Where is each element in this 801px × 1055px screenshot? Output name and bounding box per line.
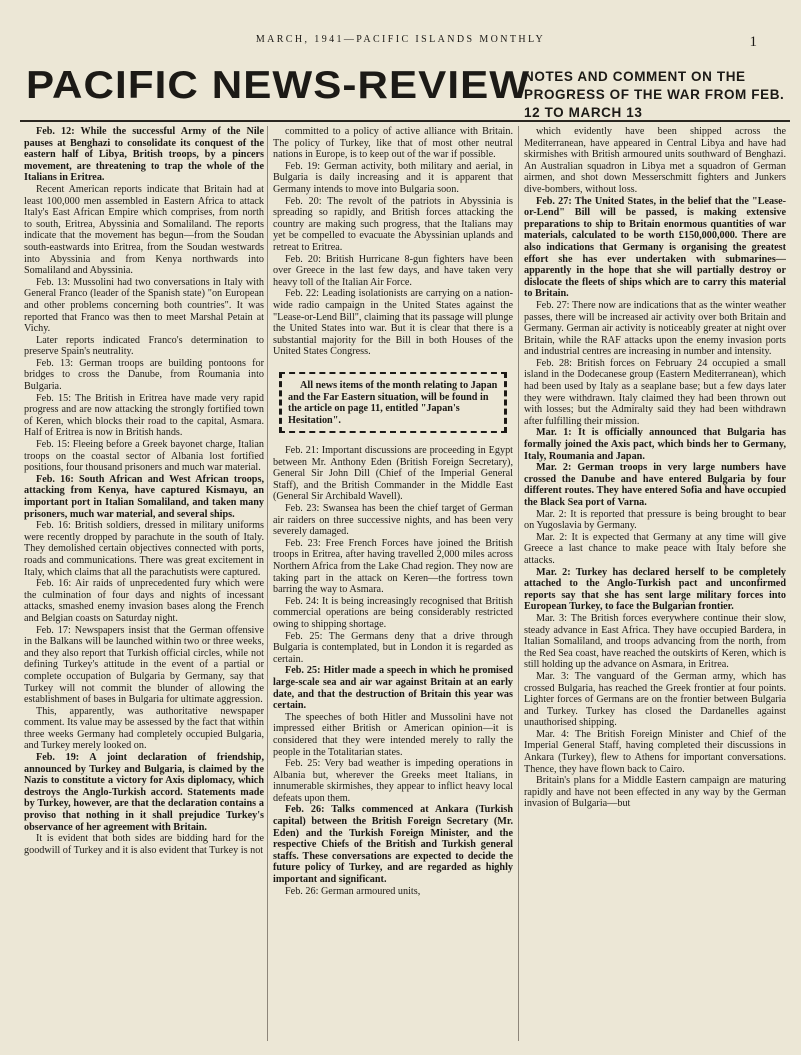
paragraph-bold-text: Mar. 2: Turkey has declared herself to be completely attached to the Anglo-Turkish pact and unconfirmed reports say that she has sent large military forces into European Turkey, to face the Bulgarian frontier. [524, 566, 786, 613]
paragraph [24, 335, 264, 358]
paragraph [273, 538, 513, 596]
paragraph [273, 631, 513, 666]
paragraph [273, 804, 513, 885]
paragraph-text: This, apparently, was authoritative newspaper comment. Its value may be assessed by the fact that within three weeks Germany had completely occupied Bulgaria, and Turkey merely looked on. [24, 705, 264, 752]
paragraph [273, 886, 513, 898]
paragraph-text: Mar. 4: The British Foreign Minister and Chief of the Imperial General Staff, having completed their discussions in Ankara (Turkey), flew to Athens for important conversations. Thence, they have flown back to Cairo. [524, 728, 786, 775]
paragraph [24, 625, 264, 706]
paragraph [24, 439, 264, 474]
paragraph-bold-text: Mar. 2: German troops in very large numbers have crossed the Danube and have entered Bulgaria by four different routes. They have entered Sofia and have occupied the Black Sea port of Varna. [524, 462, 786, 508]
paragraph [24, 752, 264, 833]
column-2-top [273, 126, 513, 358]
paragraph-text: Feb. 15: Fleeing before a Greek bayonet charge, Italian troops on the coastal sector of Albania lost fortified positions, four thousand prisoners and much war material. [24, 439, 264, 474]
paragraph-text: Mar. 3: The British forces everywhere continue their slow, steady advance in East Africa. They have occupied Bardera, in Italian Somaliland, and troops advancing from the north, from the Red Sea coast, have reached the outskirts of Keren, which is still holding up the advance on Asmara, in Eritrea. [524, 612, 786, 671]
paragraph-bold-text: Feb. 19: A joint declaration of friendship, announced by Turkey and Bulgaria, is claimed by the Nazis to constitute a victory for Axis diplomacy, which destroys the Anglo-Turkish accord. Statements made by Turkey, however, are that the declaration contains a proviso that nothing in it shall prejudice Turkey's observance of her agreement with Britain. [24, 752, 264, 833]
column-3 [524, 126, 786, 1044]
header-rule [20, 120, 790, 122]
paragraph-bold-text: Feb. 16: South African and West African troops, attacking from Kenya, have captured Kismayu, an important port in Italian Somaliland, and taken many prisoners, much war material, and several ships. [24, 473, 264, 520]
paragraph-text: Later reports indicated Franco's determination to preserve Spain's neutrality. [24, 334, 264, 358]
paragraph-text: Feb. 20: British Hurricane 8-gun fighters have been over Greece in the last few days, and have taken very heavy toll of the Italian Air Force. [273, 253, 513, 288]
paragraph-text: Feb. 26: German armoured units, [285, 885, 421, 897]
paragraph [524, 300, 786, 358]
paragraph [273, 758, 513, 804]
page-subtitle: NOTES AND COMMENT ON THE PROGRESS OF THE WAR FROM FEB. 12 TO MARCH 13 [524, 69, 785, 120]
paragraph [524, 462, 786, 508]
paragraph-text: Feb. 24: It is being increasingly recognised that British commercial operations are being considerably restricted owing to shipping shortage. [273, 595, 513, 630]
paragraph [524, 509, 786, 532]
paragraph [524, 613, 786, 671]
column-divider [518, 126, 519, 1041]
paragraph [524, 532, 786, 567]
paragraph-text: Feb. 16: Air raids of unprecedented fury which were the culmination of four days and nights of incessant attacks, smashed enemy invasion bases along the French and Belgian coasts on Saturday night. [24, 578, 264, 624]
paragraph [24, 520, 264, 578]
paragraph [273, 288, 513, 358]
paragraph-text: Feb. 23: Swansea has been the chief target of German air raiders on three successive nights, and has been very severely damaged. [273, 503, 513, 538]
paragraph-text: Feb. 13: German troops are building pontoons for bridges to cross the Danube, from Roumania into Bulgaria. [24, 357, 264, 393]
paragraph-text: Feb. 25: The Germans deny that a drive through Bulgaria is contemplated, but in London it is regarded as certain. [273, 630, 513, 665]
paragraph-text: Mar. 3: The vanguard of the German army, which has crossed Bulgaria, has reached the Greek frontier at four points. Lighter forces of Germans are on the frontier between Bulgaria and Turkey. Turkey has closed the Dardanelles against unauthorised shipping. [524, 670, 786, 729]
paragraph [24, 393, 264, 439]
paragraph [524, 567, 786, 613]
paragraph-text: Feb. 19: German activity, both military and aerial, in Bulgaria is daily increasing and it is apparent that Germany intends to move into Bulgaria soon. [273, 160, 513, 195]
paragraph [24, 184, 264, 277]
paragraph-text: Feb. 17: Newspapers insist that the German offensive in the Balkans will be launched within two or three weeks, and they also report that Turkish official circles, while not defining Turkey's attitude in the event of a partial or complete occupation of Bulgaria by Germany, say that Turkey will not commit the blunder of allowing the establishment of bases in Bulgaria for ultimate aggression. [24, 624, 264, 706]
column-1 [24, 126, 264, 1044]
paragraph-text: Feb. 22: Leading isolationists are carrying on a nation-wide radio campaign in the United States against the "Lease-or-Lend Bill", claiming that its passage will plunge the United States into war. But it is clear that there is a substantial majority for the Bill in both Houses of the United States Congress. [273, 288, 513, 358]
paragraph [273, 126, 513, 161]
paragraph-text: Feb. 27: There now are indications that as the winter weather passes, there will be increased air activity over both Britain and Germany. German air activity is noticeably greater at night over Britain, while the RAF attacks upon the enemy invasion ports and industrial centres are increasing in number and intensity. [524, 299, 786, 358]
column-2 [273, 126, 513, 1044]
paragraph-text: Recent American reports indicate that Britain had at least 100,000 men assembled in Eastern Africa to attack Italy's East African Empire which comprises, from north to south, Eritrea, Abyssinia and Somaliland. The reports indicate that the movement has begun—from the Soudan south-eastwards into Eritrea, from the Soudan westwards into Abyssinia and from Kenya northwards into Somaliland and Abyssinia. [24, 183, 264, 277]
paragraph [273, 254, 513, 289]
paragraph-text: Mar. 2: It is reported that pressure is being brought to bear on Yugoslavia by Germany. [524, 508, 786, 532]
paragraph-text: Feb. 25: Very bad weather is impeding operations in Albania but, wherever the Greeks meet Italians, in innumerable skirmishes, they appear to inflict heavy local defeats upon them. [273, 758, 513, 804]
paragraph-text: Feb. 23: Free French Forces have joined the British troops in Eritrea, after having travelled 2,000 miles across Northern Africa from the Lake Chad region. They now are taking part in the attack on Keren—the fortress town barring the way to Asmara. [273, 537, 513, 596]
paragraph [273, 503, 513, 538]
boxed-note [279, 372, 507, 433]
paragraph-text: which evidently have been shipped across the Mediterranean, have appeared in Central Libya and have had skirmishes with British armoured units southward of Benghazi. An Australian squadron in Libya met a squadron of German airmen, and shot down Messerschmitt fighters and Junkers dive-bombers, without loss. [524, 126, 786, 195]
column-2-bottom [273, 445, 513, 897]
paragraph [273, 665, 513, 711]
paragraph-bold-text: Feb. 27: The United States, in the belief that the "Lease-or-Lend" Bill will be passed, is making extensive preparations to ship to Britain enormous quantities of war materials, calculated to be worth £150,000,000. There are also indications that Germany is organising the greatest effort she has ever undertaken with submarines—apparently in the hope that she will partially destroy or dislocate the fleets of ships which are to carry this material to Britain. [524, 195, 786, 300]
paragraph [24, 833, 264, 856]
paragraph-text: committed to a policy of active alliance with Britain. The policy of Turkey, like that of most other neutral nations in Europe, is to keep out of the war if possible. [273, 126, 513, 161]
paragraph [24, 578, 264, 624]
paragraph [273, 196, 513, 254]
boxed-note-text: All news items of the month relating to Japan and the Far Eastern situation, will be found in the article on page 11, entitled "Japan's Hesitation". [288, 379, 498, 427]
paragraph [524, 427, 786, 462]
paragraph [273, 596, 513, 631]
paragraph-text: Feb. 21: Important discussions are proceeding in Egypt between Mr. Anthony Eden (British Foreign Secretary), General Sir John Dill (Chief of the Imperial General Staff), and the British Commander in the Middle East (General Sir Archibald Wavell). [273, 445, 513, 503]
column-divider [267, 126, 268, 1041]
paragraph [24, 126, 264, 184]
running-head: MARCH, 1941—PACIFIC ISLANDS MONTHLY [255, 34, 546, 45]
paragraph [273, 445, 513, 503]
page-title: PACIFIC NEWS-REVIEW [26, 64, 531, 107]
paragraph [24, 474, 264, 520]
page-number: 1 [749, 34, 757, 50]
paragraph-text: Feb. 20: The revolt of the patriots in Abyssinia is spreading so rapidly, and British forces attacking the country are making such progress, that the Italians may yet be compelled to evacuate the Abyssinian uplands and retreat to Eritrea. [273, 195, 513, 253]
paragraph-text: Mar. 2: It is expected that Germany at any time will give Greece a last chance to make peace with Italy before she attacks. [524, 531, 786, 566]
paragraph [273, 712, 513, 758]
paragraph-text: The speeches of both Hitler and Mussolini have not impressed either British or American opinion—it is considered that they were intended merely to rally the people in the Totalitarian states. [273, 711, 513, 758]
paragraph-bold-text: Feb. 26: Talks commenced at Ankara (Turkish capital) between the British Foreign Secretary (Mr. Eden) and the Turkish Foreign Minister, and the respective Chiefs of the British and Turkish general staffs. These conversations are expected to decide the future policy of Turkey, and are regarded as highly important and significant. [273, 804, 513, 886]
paragraph-bold-text: Feb. 12: While the successful Army of the Nile pauses at Benghazi to consolidate its conquest of the eastern half of Libya, British troops, by a pincers movement, are threatening to trap the whole of the Italians in Eritrea. [24, 126, 264, 184]
paragraph-text: Feb. 16: British soldiers, dressed in military uniforms were recently dropped by parachute in the south of Italy. They demolished certain objectives connected with ports, roads and communications. There was great excitement in Italy, which claims that all the parachutists were captured. [24, 520, 264, 578]
paragraph-bold-text: Mar. 1: It is officially announced that Bulgaria has formally joined the Axis pact, which binds her to Germany, Italy, Roumania and Japan. [524, 427, 786, 462]
paragraph-text: Feb. 15: The British in Eritrea have made very rapid progress and are now attacking the strongly fortified town of Keren, which blocks their road to the capital, Asmara. Half of Eritrea is now in British hands. [24, 392, 264, 439]
paragraph-text: Feb. 28: British forces on February 24 occupied a small island in the Dodecanese group (Eastern Mediterranean), which had been used by Italy as a seaplane base; but a few days later they were withdrawn. Italy claimed they had been thrown out with losses; but the Admiralty said they had been withdrawn after fulfilling their mission. [524, 357, 786, 427]
paragraph [524, 775, 786, 810]
paragraph [524, 729, 786, 775]
paragraph [524, 196, 786, 300]
paragraph [24, 358, 264, 393]
paragraph [273, 161, 513, 196]
paragraph-text: Britain's plans for a Middle Eastern campaign are maturing rapidly and have not been effected in any way by the German invasion of Bulgaria—but [524, 775, 786, 810]
paragraph [524, 126, 786, 196]
paragraph-bold-text: Feb. 25: Hitler made a speech in which he promised large-scale sea and air war against Britain at an early date, and that the destruction of Britain this year was certain. [273, 665, 513, 712]
paragraph [24, 706, 264, 752]
paragraph [524, 671, 786, 729]
paragraph [24, 277, 264, 335]
paragraph-text: It is evident that both sides are bidding hard for the goodwill of Turkey and it is also evident that Turkey is not [24, 833, 264, 856]
paragraph [524, 358, 786, 428]
paragraph-text: Feb. 13: Mussolini had two conversations in Italy with General Franco (leader of the Spanish state) "on European and other problems concerning both countries". It was reported that Franco was then to meet Marshal Petain at Vichy. [24, 276, 264, 335]
